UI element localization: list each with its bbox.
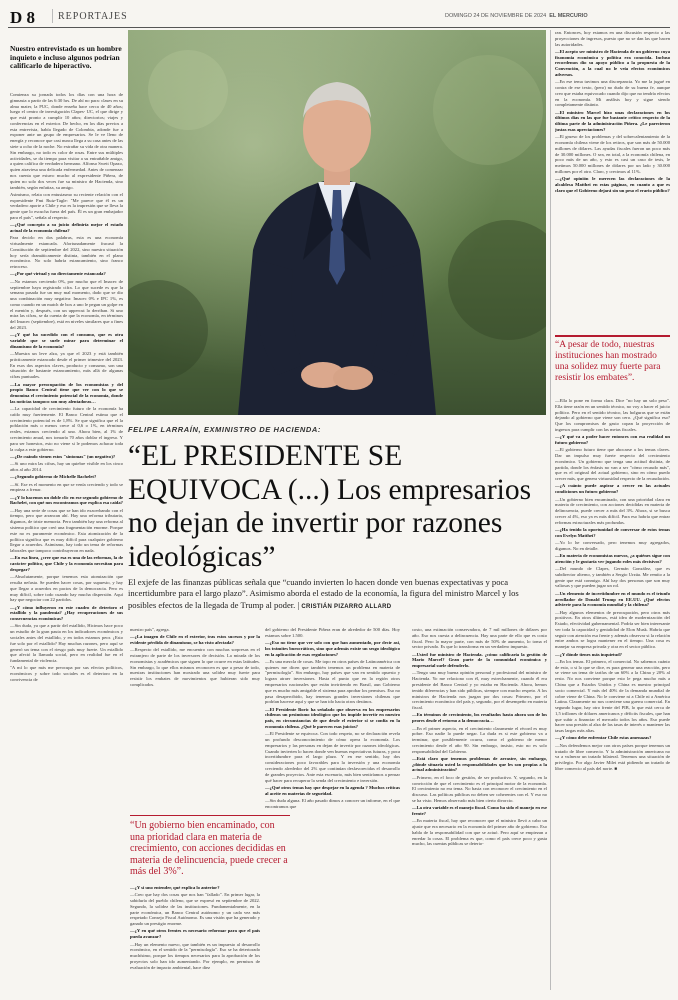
paragraph: —El Presidente se equivoca. Con todo respeto, no se declaración revela un profundo desconocimiento de cómo opera la economía. Los empresarios y las personas en dejan de invertir por razones ideológicas. Cuando invierten lo hacen donde ven buenas expectativas futuras, y poca incertidumbre para el largo plazo. Y en ese sentido, hay dos consideraciones poco favorables para la inversión y una economía creciendo alrededor del 2% que continúan desfavorecidas el desarrollo de grandes proyectos. Ante esta escenario, más bien sentiríamos a pensar qué hacer para recuperar la senda del crecimiento e inversión. [265, 731, 400, 783]
question: —Usted fue ministro de Hacienda. ¿cómo calificaría la gestión de Mario Marcel? Gran parte de la comunidad económica y empresarial suele defenderlo. [412, 651, 547, 669]
kicker: FELIPE LARRAÍN, EXMINISTRO DE HACIENDA: [128, 425, 321, 434]
portrait-illustration [128, 30, 546, 415]
paragraph: —Del mundo de Clapes, Germán González, que es subdirector alterno, y también a Sergio Urzúa. Me remito a la gente que está conmigo. Ahí hay dos personas que son muy valiosas y que pueden jugar un rol. [555, 566, 670, 589]
question: —¿Segundo gobierno de Michelle Bachelet? [10, 474, 97, 480]
question: —¿Y en qué otros frentes es necesario reformar para que el país pueda avanzar? [130, 928, 260, 940]
body-column-3 [412, 627, 547, 997]
headline: “EL PRESIDENTE SE EQUIVOCA (...) Los empresarios no dejan de invertir por razones ideológicas” [128, 440, 532, 573]
question: —¿Qué opinión le merecen las declaraciones de la alcaldesa Matthei en estas páginas, en cuanto a que es claro que el Gobierno dejará sin un peso el erario público? [555, 176, 670, 193]
paragraph: —Yo lo he conversado, pero tenemos muy agregados, digamos. No en detalle. [555, 539, 670, 551]
question: —¿A cuánto puede aspirar a crecer en las actuales condiciones un futuro gobierno? [555, 483, 670, 495]
question: —¿Y qué ha sucedido con el consumo, que es otra variable que se suele mirar para determinar el dinamismo de la economía? [10, 332, 123, 349]
question: —El Presidente Boric ha señalado que observa en los empresarios chilenos un pesimismo ideológico que los impide invertir en nuestro país, en circunstancias de que desde el exterior sí se confía en la economía chilena. ¿Qué le parecen esas juicios? [265, 706, 400, 729]
question: —En esa línea, ¿cree que esa es una de las reformas, la de carácter político, que Chile y la economía necesitan para despegar? [10, 555, 123, 572]
paragraph: nuestro país", agrega. [130, 627, 170, 632]
header-divider [52, 9, 53, 23]
paragraph: Comienza su jornada todos los días con una hora de gimnasia a partir de las 6:30 hrs. De ahí no para: clases en su alma mater, la PUC, donde enseña hace cerca de 40 años; luego el centro de investigación Clapes- UC, el que dirige y que está pronto a cumplir 10 años; directorios; viajes y conferencias en el exterior. De hecho, en los días previos a esta entrevista, había llegado de Colombia, adonde fue a exponer ante un grupo de empresarios. Se le ve lleno de energía y reconoce que casi nunca llega a su casa antes de las siete u ocho de la noche. No extrañar su vida de otra manera. Sin embargo, no todo es color de rosas. Entre sus múltiples actividades, se da tiempo para visitar a su entrañable amigo, a quien califica de verdadero hermano. Alfonso Swett Opazo, quien atraviesa una delicada enfermedad. Antes de comenzar nos cuenta que estuvo mucho al expresidente Piñera, de quien no solo dos veces fue su ministro de Hacienda, sino también, según enfatiza, su amigo. [10, 92, 123, 190]
question: —¿Y dónde tienes más inquietud? [555, 651, 622, 657]
question: —¿Y qué va a poder hacer entonces con esa realidad un futuro gobierno? [555, 434, 670, 445]
paragraph: —En materia fiscal, hay que reconocer que el ministro llevó a cabo un ajuste que era necesario en la economía del primer año de gobierno. Eso habla de la responsabilidad con que se actuó. Pero aquí se empiezan a enredar la cosas. El problema es que, como el país crece poco y gasta mucho, las cuentas públicas se deterio- [412, 818, 547, 847]
question: —¿Y lo hacemos un doble clic en ese segundo gobierno de Bachelet, con qué nos encontramos que explica esa caída? [10, 494, 123, 506]
question: —¿Qué concepto a su juicio definiría mejor el estado actual de la economía chilena? [10, 222, 123, 233]
paragraph: "A mí lo que más me preocupa por sus efectos políticos, económicos y sobre todo sociales es el deterioro en la convivencia de [10, 665, 123, 682]
paragraph: —Hay una serie de cosas que se han ido exacerbando con el tiempo, pero que arrancan ahí. Hay una reforma tributaria, digamos, de triste memoria. Pero también hay una reforma al sistema político que creó una fragmentación enorme. Porque este no es puramente económico. Esta atomización de la política significa que es muy difícil para cualquier gobierno llegar a acuerdos. Asimismo, hay todo un tema de reformas laborales que tampoco contribuyeron en nada. [10, 507, 123, 554]
question: —Un elemento de incertidumbre en el mundo es el triunfo arrollador de Donald Trump en EE.UU. ¿Qué efectos advierte para la economía mundial y la chilena? [555, 590, 670, 608]
subheadline: El exjefe de las finanzas públicas señala que “cuando invierten lo hacen donde ven buenas expectativas y poca incertidumbre para el largo plazo”. Asimismo aborda el estado de la economía, la figura del ministro Marcel y los posibles efectos de la llegada de Trump al poder. | CRISTIÁN PIZARRO ALLARD [128, 577, 519, 610]
paragraph: —Hay algunos elementos de preocupación, pero otros más positivos. En otros últimos, está idea de modernización del Estado, efectividad gubernamental. Podría ser bien interesante ver toda la capacidad y genialidad de Elon Musk. Habría que seguir con atención esa frente y además observar si la relación entre ambos se logra mantener en el tiempo. Una cosa es manejar su empresa privada y otra en el sector público. [555, 609, 670, 650]
lead-text: Nuestro entrevistado es un hombre inquieto e incluso algunos podrían calificarlo de hiperactivo. [10, 44, 122, 71]
pull-quote-2: “A pesar de todo, nuestras instituciones han mostrado una solidez muy fuerte para resistir los embates”. [555, 340, 661, 383]
paragraph: —Nos defendemos mejor con otros países porque tenemos un tratado de libre comercio. Y la administración americana no va a vulnerar un tratado bilateral. Tenemos una situación de privilegio. Por algo Javier Milei está pidiendo un tratado de libre comercio al país del norte. ■ [555, 742, 670, 771]
paragraph: —En el primer aspecto, en el crecimiento claramente el récord es muy pobre. Eso nadie lo puede negar. La duda es si este gobierno va a terminar, que posiblemente ocurra, como el gobierno de menor crecimiento desde el año 90. Sin embargo, insisto, esto no es solo responsabilidad del Gobierno. [412, 725, 547, 754]
question: —¿Ha tenido la oportunidad de conversar de estos temas con Evelyn Matthei? [555, 526, 670, 538]
question: —¿Y cómo influyeron en este cuadro de deterioro el estallido y la pandemia? ¿Hay recuperaciones de sus consecuencias económicas? [10, 604, 123, 622]
question: —¿Por qué virtual y no directamente estancada? [10, 271, 106, 277]
paragraph: —El gobierno futuro tiene que abocarse a los temas claves. Dar un impulso muy fuerte respecto del crecimiento económico. Un gobierno que tenga una actitud distinta, de partida, donde los énfasis no van a ser "cómo recaudo más", que es el original del actual gobierno, sino en cómo puedo crecer más, que genera virtuosidad respecto de la recaudación. [555, 447, 670, 482]
body-column-1-bottom [130, 885, 260, 997]
section-title: REPORTAJES [58, 11, 128, 22]
question: —¿Y si uno entender, qué explica lo anterior? [130, 885, 220, 890]
question: —El ministro Marcel hizo unas declaraciones en los últimos días en las que fue bastante crítico respecto de la última parte de la administración Piñera. ¿Le parecieron justas esas apreciaciones? [555, 109, 670, 132]
paragraph: —Hay un elemento nuevo, que también es un impuesto al desarrollo económico, en el sentido de la "permisología". Eso se ha deteriorado muchísimo, porque los tiempos necesarios para la aprobación de los proyectos solo han ido aumentando. Por ejemplo, en permisos de evaluación de impacto ambiental, hace diez [130, 941, 260, 970]
pull-quote-rule [555, 335, 670, 337]
paragraph: Para decirlo en dos palabras, esta es una economía virtualmente estancada. Afortunadamente fracasó la Constitución de septiembre del 2022, sino nuestra situación hoy sería dramáticamente distinta, también en el plano económico. No solo habría estancamiento, sino franco retroceso. [10, 235, 123, 270]
column-1 [10, 92, 123, 992]
portrait-photo [128, 30, 546, 415]
question: —¿La imagen de Chile en el exterior, tras estos sucesos y por la evidente pérdida de dinamismo, se ha visto afectada? [130, 634, 260, 646]
subheadline-text: El exjefe de las finanzas públicas señala que “cuando invierten lo hacen donde ven buenas expectativas y poca incertidumbre para el largo plazo”. Asimismo aborda el estado de la economía, la figura del ministro Marcel y los posibles efectos de la llegada de Trump al poder. [128, 577, 519, 610]
paragraph: —La capacidad de crecimiento futuro de la economía ha caído muy fuertemente. El Banco Central estima que el crecimiento potencial es de 1,8%. Se que significa que el la población más o menos crece al 0,6 o 1%, en términos reales, estamos creciendo al uno. Ahora bien, al 1% de crecimiento anual, nos tomaría 70 años doblar el ingreso. Y para ser honestos, esto no viene si le podemos achacar toda la culpa a este gobierno. [10, 406, 123, 452]
question: —En términos de crecimiento, los resultados hasta ahora son de los peores desde el retorno a la democracia… [412, 712, 547, 724]
question: —En materia de economistas nuevos, ¿a quiénes sigue con atención y le gustaría ver jugando roles más decisivos? [555, 553, 670, 564]
paragraph: —Primero, en el foco de gestión, de ser productivo. Y, segundo, en la convicción de que el crecimiento es el principal motor de la economía. El crecimiento no era tema. No basta con reconocer el crecimiento en el discurso. Las políticas públicas no deben ser coherentes con el. Y eso no se ha visto. Hemos observado más bien cierto divorcio. [412, 774, 547, 803]
question: —La mayor preocupación de los economistas y del propio Banco Central tiene que ver con lo que se denomina el crecimiento potencial de la economía, donde las noticias tampoco son muy alentadoras… [10, 381, 123, 404]
paragraph: —Absolutamente, porque tenemos esta atomización que resulta nefasta. Se pueden hacer cosas, por supuesto, y hay que llegar a acuerdos en pactos de la democracia. Pero es muy difícil, sobre todo cuando hay mucha dispersión. Aquí hay que negociar con 22 partidos. [10, 574, 123, 603]
column-rule-right [550, 30, 551, 990]
header-rule [8, 27, 670, 28]
question: —El acepto ser ministro de Hacienda de un gobierno cuya fisonomía económica y política era conocida. Incluso recordemos dio su apoyo público a la propuesta de la Convención, a la cual no le veía efectos económicos adversos. [555, 48, 670, 77]
question: —¿De cuándo vienen estos "síntomas" (un negativo)? [10, 453, 116, 459]
paragraph: —Creo que hay dos cosas que nos han "fallado". En primer lugar, la sabiduría del pueblo chileno, que se expresó en septiembre de 2022. Segundo, la solidez de las instituciones. Fundamentalmente, en la parte económica, un Banco Central autónomo y un cada vez más respetado Consejo Fiscal Autónomo. Es una visión que ha generado y ganado un prestigio enorme. [130, 892, 260, 927]
column-right-bottom [555, 398, 670, 996]
edition-date [445, 13, 588, 19]
body-column-1-top [130, 627, 260, 815]
paragraph: costo, una estimación conservadora, de 7 mil millones de dólares por año. Eso nos cuesta a delincuencia. Hay una parte de ello que es costo fiscal. Pero la mayor parte, con más de 50% de aumento, lo toma el sector privado. Es que lo transforma en un verdadero impuesto. [412, 627, 547, 650]
body-column-2 [265, 627, 400, 997]
paragraph: —Respecto del estallido, me encuentro con muchas sorpresas en el extranjero de parte de los inversores de decisión. La mirada de los economistas y académicos que siguen lo que ocurre en estas latitudes. Sin embargo, lo que ellos mismos reconocen es que a pesar de todo, nuestras instituciones han mostrado una solidez muy fuerte para resistir los embates de movimientos que hubieran sido muy complicados. [130, 647, 260, 688]
question: —¿Eso no tiene que ver solo con que han aumentado, por decir así, los trámites burocráticos, sino que además existe un sesgo ideológico en la aplicación de esas regulaciones? [265, 640, 400, 657]
paragraph: —Sin duda, ya que a partir del estallido, Hicimos hace poco un estudio de la gran pauta en los indicadores económicos y sociales antes del estallido, y en todos estamos peor. ¿Esto fue solo por el estallido? Hay muchas razones, pero aquí se generó un tema con el riesgo país muy fuerte. Un estallido que afectó la llamada social, pero en realidad fue en el fundamental de violencia. [10, 623, 123, 664]
paragraph: —Muestra un leve alza, ya que el 2023 y está también prácticamente estancado desde el primer trimestre del 2023. En esos dos aspectos claves, producto y consumo, son una situación de bastante estancamiento, más allá de algunas cifras puntuales. [10, 351, 123, 380]
question: —La otra variable es el manejo fiscal. Como ha sido el manejo en ese frente? [412, 805, 547, 816]
column-right-top [555, 30, 670, 333]
paragraph: —Ella lo pone en forma clara. Dice "no hay un solo peso". Ella tiene razón en un sentido técnico, no voy a hacer el juicio político. Pero en el sentido técnico, las holguras que se están dejando al gobierno que viene son cero. ¿Qué significa eso? Que los compromisos de gasto copan la proyección de ingresos para cumplir con las metas fiscales. [555, 398, 670, 432]
paragraph: ran. Entonces, hoy estamos en una discusión respecto a las proyecciones de ingresos, puesto que no se dan las que hacen las autoridades. [555, 30, 670, 47]
paragraph: —En los temas. El primero, el comercial. No sabemos cuánto de esto, o si lo que se dice, es para generar una reacción, pero se viene un tema de tarifas de un 60% a la China y 20% al resto. No nos conviene porque esto le pega mucho más a China que a Estados Unidos y China es nuestro principal socio comercial. Y más del 40% de la demanda mundial de cobre viene de China. No le conviene ni a Chile ni a América Latina. Claramente no nos conviene una guerra comercial. En segundo lugar, hay otro frente del PIB, lo que está cerca de 1,5 trillones de dólares americanos y déficits fiscales, que han que subir a financiar el mercado todos los años. Eso puede hacer una presión al alza de las tasas de interés o mantener las tasas largas más altas. [555, 658, 670, 734]
pull-quote-1: “Un gobierno bien encaminado, con una prioridad clara en materia de crecimiento, con acciones decididas en materia de delincuencia, puede crecer a más del 3%”. [130, 820, 288, 877]
paragraph: —Sin duda alguna. El año pasado dimos a conocer un informe, en el que encontramos que [265, 797, 400, 809]
paragraph: —Un gobierno bien encaminado, con una prioridad clara en materia de crecimiento, con acciones decididas en materia de delincuencia, puede crecer a más del 3%. Ahora, si se busca crecer al 4%, eso ya es más difícil. Para eso habría que entrar reformas estructurales más profundas. [555, 496, 670, 525]
date-text: DOMINGO 24 DE NOVIEMBRE DE 2024 [445, 13, 547, 19]
paragraph: —Sí. Ese es el momento en que se venía creciendo y todo se empieza a frenar. [10, 481, 123, 493]
paragraph: —Si uno mira las cifras, hay un quiebre visible en los cinco años al año 2014. [10, 461, 123, 472]
question: —Está claro que tenemos problemas de arrastre, sin embargo, ¿dónde situaría usted la responsabilidades que les son propias a la actual administración? [412, 755, 547, 773]
newspaper-name: EL MERCURIO [549, 13, 588, 19]
paragraph: —Es una mezcla de cosas. Me topo en otros países de Latinoamérica con quienes me dicen que también tenemos un problema en materia de "permisología". Sin embargo, hay países que van en sentido opuesto y logran atraer inversiones. Hasta el punto que en la región otros empresarios nacionales que están invirtiendo en Brasil, aun Gobierno que es mucho más amigable el sistema para aprobar los permisos. Eso no pasa desapercibido, hay tenemos grandes inversiones chilenas que podrían hacerse aquí y que se han ido hacia otros destinos. [265, 658, 400, 705]
paragraph: —En ese tema tuvimos una discrepancia. Yo me la jugué en contra de ese texto, (pero) no dudo de su buena fe, aunque creo que estaba equivocado cuando dijo que no tendría efectos en la economía. Mi análisis hoy y sigue siendo completamente distinto. [555, 79, 670, 108]
paragraph: Asimismo, relata con entusiasmo su reciente relación con el expresidente Fmi Ruiz-Tagle: "Me parece que él es un verdadero aporte a Chile y eso es la impresión que se lleva la gente que lo escucha fuera del país. Él es un gran embajador para el país", señala al respecto. [10, 191, 123, 220]
paragraph: —Tengo una muy buena opinión personal y profesional del ministro de Hacienda. Yo me relaciono con él, muy estrechamente, cuando él era presidente del Banco Central y yo estaba en Hacienda. Ahora, hemos tenido diferencias y han sido públicas, siempre con mucho respeto. A los ministros de Hacienda nos juzgan por dos cosas: Primero, por el crecimiento económico del país y, segundo, por el desempeño en materia fiscal. [412, 670, 547, 711]
paragraph: —El grueso de los problemas y del sobrecalentamiento de la economía chilena viene de los retiros, que son más de 50.000 millones de dólares. Las ayudas fiscales fueron un poco más de 30.000 millones. O sea, en total, a la economía chilena, en poco más de un año, y esto es casi un caso de tesis, le metimos 50.000 millones de dólares por un lado y 30.000 millones por el otro. Claro, y crecimos al 11%. [555, 134, 670, 174]
page-number: D 8 [10, 8, 36, 27]
photo-credit: CRISTIÁN PIZARRO ALLARD [301, 603, 392, 610]
question: —¿Y cómo debe enfrentar Chile estas amenazas? [555, 735, 652, 741]
question: —¿Qué otros temas hay que despejar en la agenda ? Muchos críticas al aceite en materias de seguridad. [265, 784, 400, 796]
paragraph: del gobierno del Presidente Piñera eran de alrededor de 500 días. Hoy estamos sobre 1.500. [265, 627, 400, 638]
paragraph: —No estamos creciendo 0%, por mucho que el Imacec de septiembre haya registrado cifra. Lo que sucede es que la semana pasada fue un muy mal momento, dado que se dio una combinación muy negativa: Imacec 0% e IPC 1%, es como cuando en un match de box a uno le pegan un golpe en el mentón y, después, con un uppercut lo derriban. Si uno mira las cifras, se da cuenta de que la economía, en términos del Imacec (septiembre), está en niveles similares que a fines del 2023. [10, 278, 123, 330]
